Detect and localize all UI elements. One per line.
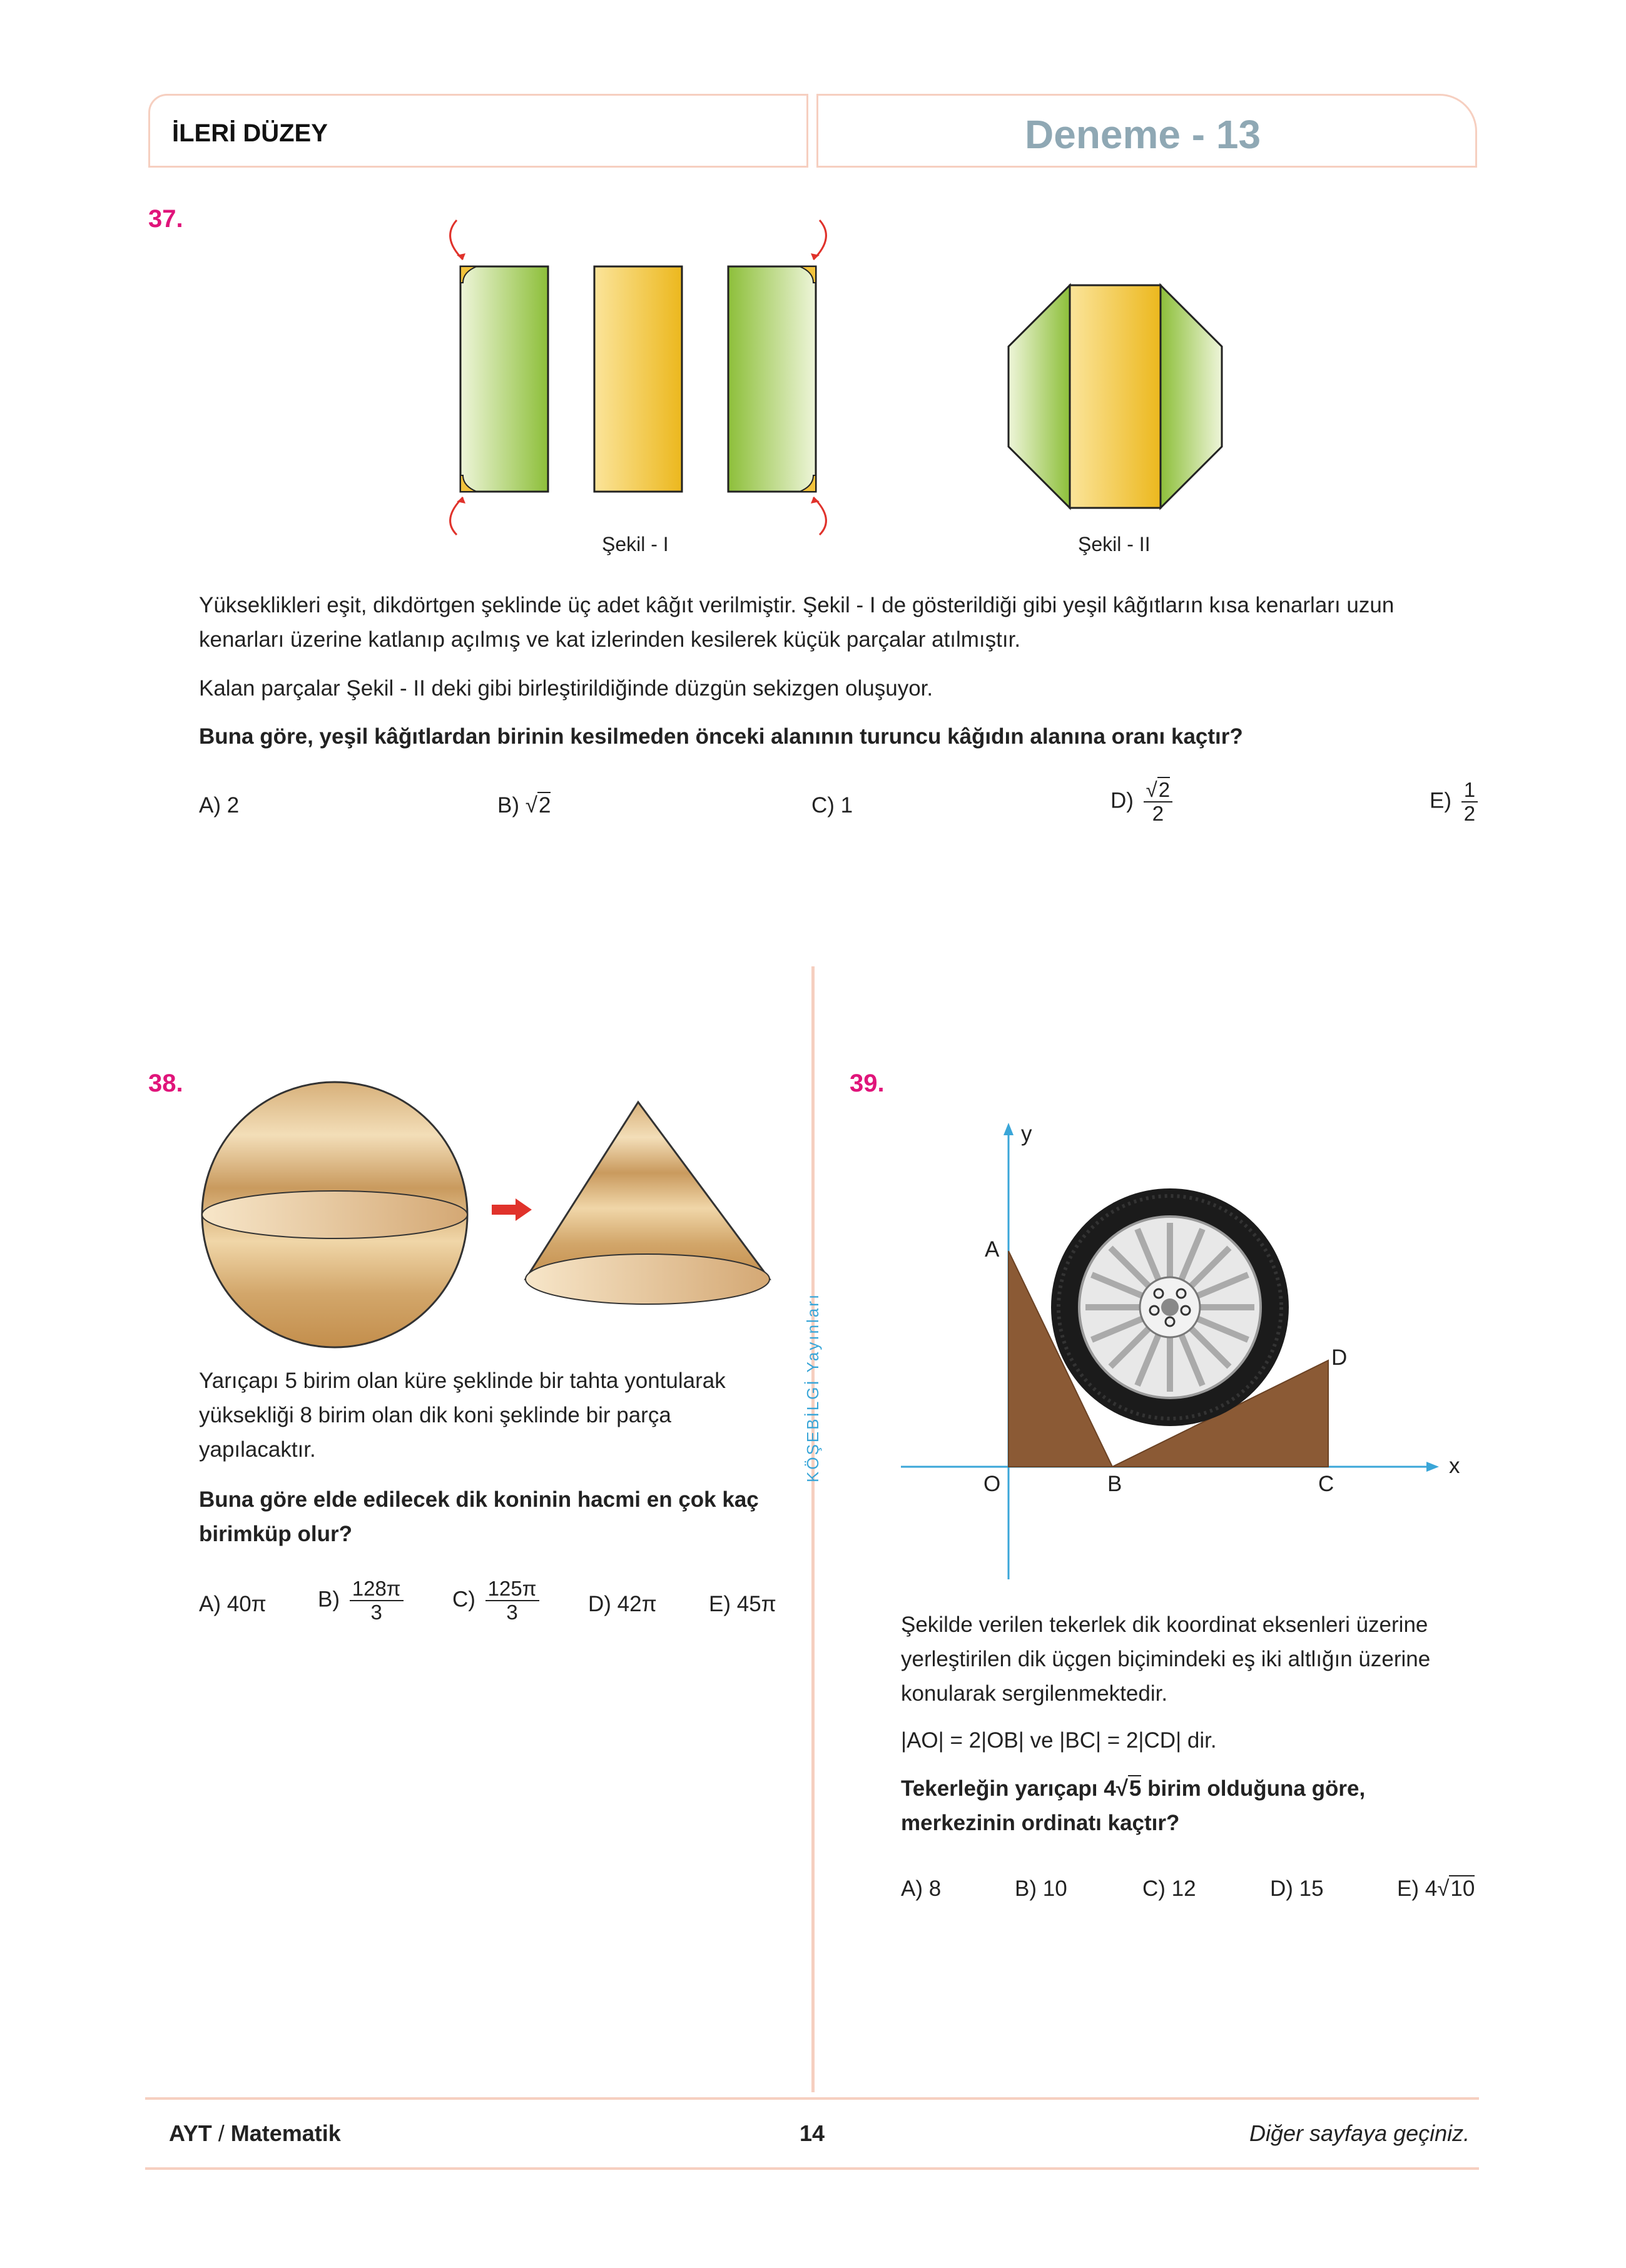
- q37-option-d-den: 2: [1152, 802, 1164, 825]
- q39-option-e-root: 10: [1450, 1876, 1475, 1901]
- q38-option-b-label: B): [318, 1587, 340, 1612]
- footer-next-page: Diğer sayfaya geçiniz.: [1249, 2120, 1470, 2146]
- q38-figure: [194, 1076, 795, 1357]
- q37-option-b-value: 2: [538, 793, 551, 818]
- q39-option-d[interactable]: D) 15: [1270, 1876, 1324, 1901]
- q37-option-c[interactable]: C) 1: [811, 793, 853, 818]
- point-o-label: O: [983, 1472, 1001, 1496]
- publisher-suffix: Yayınları: [803, 1292, 822, 1373]
- q37-option-d-label: D): [1110, 788, 1134, 813]
- footer-top-rule: [145, 2097, 1479, 2100]
- page-number: 14: [800, 2120, 825, 2146]
- q39-question-post: birim olduğuna göre, merkezinin ordinatı kaçtır?: [901, 1776, 1366, 1835]
- q38-option-c-den: 3: [506, 1601, 518, 1624]
- q38-option-b-den: 3: [370, 1601, 382, 1624]
- q38-option-c-num: 125π: [485, 1577, 539, 1601]
- question-37-number: 37.: [148, 205, 183, 233]
- q39-option-c[interactable]: C) 12: [1142, 1876, 1196, 1901]
- q37-option-b-label: B): [497, 793, 519, 818]
- cone-base: [526, 1254, 770, 1304]
- footer-left: [169, 2120, 341, 2147]
- q39-text: Şekilde verilen tekerlek dik koordinat eksenleri üzerine yerleştirilen dik üçgen biçimindeki eş iki altlığın üzerine konularak sergilenmektedir.: [901, 1612, 1431, 1706]
- point-b-label: B: [1107, 1472, 1122, 1496]
- header-level: İLERİ DÜZEY: [172, 119, 328, 147]
- q39-question-pre: Tekerleğin yarıçapı 4: [901, 1776, 1116, 1801]
- footer-separator: /: [211, 2120, 231, 2146]
- q37-text-1: Yükseklikleri eşit, dikdörtgen şeklinde üç adet kâğıt verilmiştir. Şekil - I de gösterildiği gibi yeşil kâğıtların kısa kenarları uzun kenarları üzerine katlanıp açılmış ve kat izlerinden kesilerek küçük parçalar atılmıştır.: [199, 593, 1395, 652]
- header-title: Deneme - 13: [1025, 112, 1261, 157]
- octagon-left: [1009, 285, 1070, 508]
- point-a-label: A: [985, 1237, 1000, 1262]
- footer-bottom-rule: [145, 2167, 1479, 2170]
- point-c-label: C: [1318, 1472, 1334, 1496]
- column-divider: [811, 966, 815, 2092]
- q38-option-d[interactable]: D) 42π: [588, 1592, 657, 1616]
- q37-option-d-num: 2: [1158, 778, 1171, 801]
- q39-option-b[interactable]: B) 10: [1015, 1876, 1067, 1901]
- octagon-center: [1070, 285, 1161, 508]
- q37-option-a[interactable]: A) 2: [199, 793, 240, 818]
- y-axis-arrow-icon: [1004, 1123, 1014, 1135]
- q37-option-e-label: E): [1430, 788, 1451, 813]
- x-axis-arrow-icon: [1426, 1462, 1439, 1472]
- axis-y-label: y: [1021, 1121, 1032, 1146]
- orange-paper: [594, 266, 682, 492]
- question-38-number: 38.: [148, 1070, 183, 1097]
- q37-option-e[interactable]: [1430, 779, 1478, 825]
- q38-text: Yarıçapı 5 birim olan küre şeklinde bir tahta yontularak yüksekliği 8 birim olan dik koni şeklinde bir parça yapılacaktır.: [199, 1369, 726, 1462]
- q39-question: Tekerleğin yarıçapı 4√5 birim olduğuna göre, merkezinin ordinatı kaçtır?: [901, 1776, 1366, 1835]
- q37-option-b[interactable]: B) √2: [497, 793, 551, 818]
- q39-option-a[interactable]: A) 8: [901, 1876, 942, 1901]
- footer-exam: AYT: [169, 2120, 212, 2146]
- q37-option-d[interactable]: D) $\frac{√2}{2}$: [1110, 779, 1172, 825]
- sphere-cross-section: [202, 1191, 467, 1238]
- q37-option-e-num: 1: [1461, 779, 1478, 802]
- q38-option-b-num: 128π: [350, 1577, 404, 1601]
- q37-question: Buna göre, yeşil kâğıtlardan birinin kesilmeden önceki alanının turuncu kâğıdın alanına oranı kaçtır?: [199, 724, 1243, 749]
- q38-question: Buna göre elde edilecek dik koninin hacmi en çok kaç birimküp olur?: [199, 1487, 759, 1546]
- q39-option-e[interactable]: E) 4√10: [1397, 1876, 1475, 1901]
- q38-option-a[interactable]: A) 40π: [199, 1592, 267, 1616]
- cone: [526, 1102, 770, 1279]
- point-d-label: D: [1331, 1345, 1348, 1370]
- green-paper-left: [460, 266, 548, 492]
- figure-2-label: Şekil - II: [1078, 533, 1151, 555]
- q39-question-root: 5: [1129, 1776, 1142, 1801]
- header-level-box: [148, 94, 808, 168]
- green-paper-right: [728, 266, 816, 492]
- question-39-number: 39.: [850, 1070, 885, 1097]
- publisher-name: KÖŞEBİLGİ: [803, 1379, 822, 1482]
- q37-text-2: Kalan parçalar Şekil - II deki gibi birleştirildiğinde düzgün sekizgen oluşuyor.: [199, 676, 933, 701]
- publisher-brand: [803, 1293, 823, 1482]
- q37-option-e-den: 2: [1463, 802, 1476, 825]
- header-title-box: [816, 94, 1477, 168]
- q39-option-e-label: E) 4: [1397, 1876, 1438, 1901]
- q39-figure: [901, 1116, 1476, 1579]
- footer-subject: Matematik: [230, 2120, 341, 2146]
- q38-option-c[interactable]: [452, 1577, 539, 1624]
- q37-figure: [438, 213, 1251, 563]
- arrow-right-icon: [492, 1198, 532, 1221]
- figure-1-label: Şekil - I: [602, 533, 669, 555]
- q38-option-e[interactable]: E) 45π: [709, 1592, 776, 1616]
- axis-x-label: x: [1449, 1454, 1460, 1478]
- q39-relation: |AO| = 2|OB| ve |BC| = 2|CD| dir.: [901, 1728, 1217, 1753]
- q38-option-b[interactable]: [318, 1577, 404, 1624]
- q38-option-c-label: C): [452, 1587, 475, 1612]
- octagon-right: [1161, 285, 1222, 508]
